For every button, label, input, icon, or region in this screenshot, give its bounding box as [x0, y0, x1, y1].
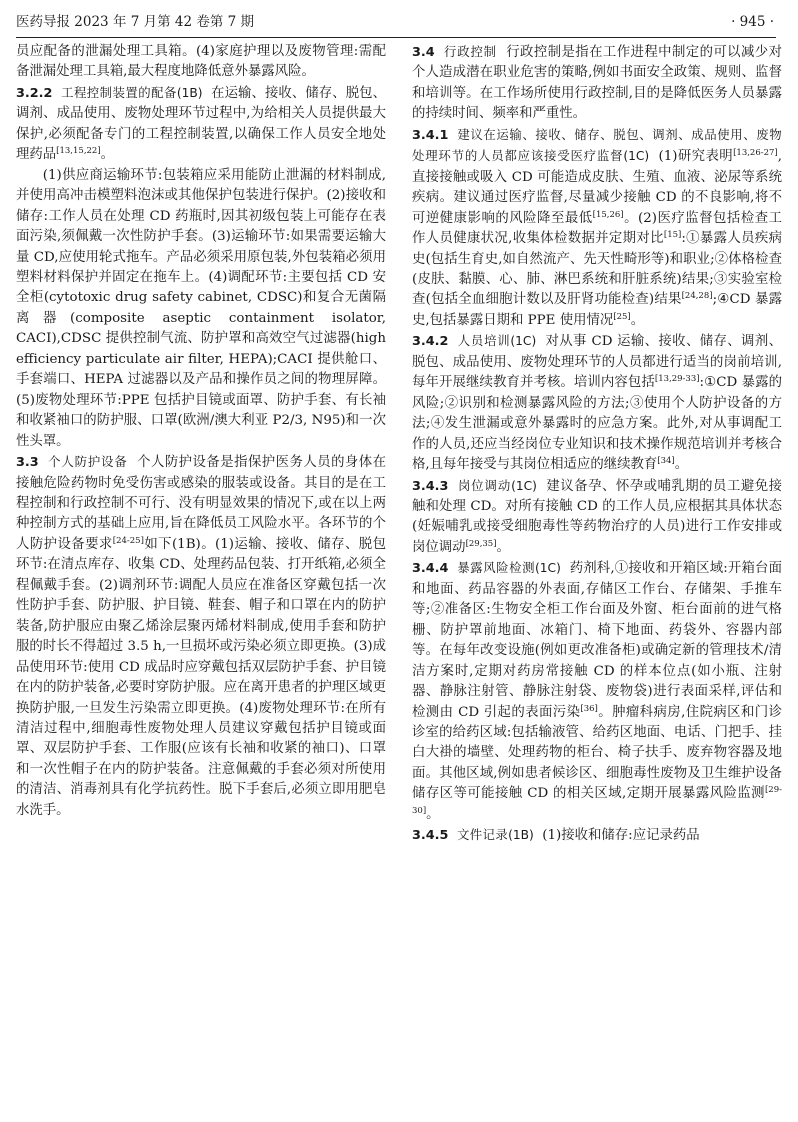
section-text-tail: 。: [674, 457, 689, 473]
section-3-2-2: [16, 83, 386, 166]
section-number: 3.4.1: [412, 127, 449, 143]
citation: [24-25]: [112, 535, 144, 546]
page-number: · 945 ·: [731, 14, 774, 30]
citation: [15]: [663, 230, 682, 241]
paragraph: (1)供应商运输环节:包装箱应采用能防止泄漏的材料制成,并使用高冲击模塑料泡沫或其他保护包装进行保护。(2)接收和储存:工作人员在处理 CD 药瓶时,因其初级包装上可能存在表面污染,须佩戴一次性防护手套。(3)运输环节:如果需要运输大量 CD,应使用轮式拖车。产品必须采用原包装,外包装箱必须用塑料材料保护并固定在拖车上。(4)调配环节:主要包括 CD 安全柜(cytotoxic drug safety cabinet, CDSC)和复合无菌隔离器(composite aseptic containment isolator, CACI),CDSC 提供控制气流、防护罩和高效空气过滤器(high efficiency particulate air filter, HEPA);CACI 提供舱口、手套端口、HEPA 过滤器以及产品和操作员之间的物理屏障。(5)废物处理环节:PPE 包括护目镜或面罩、防护手套、有长袖和收紧袖口的防护服、口罩(欧洲/澳大利亚 P2/3, N95)和一次性头罩。: [16, 167, 386, 449]
section-title: 岗位调动: [457, 477, 512, 493]
section-number: 3.3: [16, 455, 39, 471]
citation: [13,29-33]: [654, 374, 700, 385]
section-text: ;④CD 暴露史,包括暴露日期和 PPE 使用情况: [412, 292, 782, 328]
section-text: 药剂科,①接收和开箱区域:开箱台面和地面、药品容器的外表面,存储区工作台、存储架、手推车等;②准备区:生物安全柜工作台面及外窗、柜台面前的进气格栅、防护罩前地面、冰箱门、椅下地面、药袋外、容器内部等。在每年改变设施(例如更改准备柜)或确定新的管理技术/清洁方案时,定期对药房常接触 CD 的样本位点(如小瓶、注射器、静脉注射管、静脉注射袋、废物袋)进行表面采样,评估和检测由 CD 引起的表面污染: [412, 561, 782, 720]
evidence-grade: (1C): [510, 334, 537, 349]
section-number: 3.4.4: [412, 561, 449, 577]
section-number: 3.4: [412, 45, 435, 60]
evidence-grade: (1C): [511, 478, 537, 493]
section-number: 3.4.3: [412, 478, 449, 494]
citation: [13,15,22]: [56, 146, 101, 157]
section-title: 暴露风险检测: [457, 560, 536, 576]
evidence-grade: (1C): [623, 149, 650, 164]
section-text: 在运输、接收、储存、脱包、调剂、成品使用、废物处理环节过程中,为给相关人员提供最大保护,必须配备专门的工程控制装置,以确保工作人员安全地处理药品: [16, 85, 387, 163]
section-text: 个人防护设备是指保护医务人员的身体在接触危险药物时免受伤害或感染的服装或设备。其目的是在工程控制和行政控制不可行、没有明显效果的情况下,或在以上两种控制方式的基础上应用,旨在降低员工风险水平。各环节的个人防护设备要求: [16, 455, 387, 552]
citation: [36]: [580, 703, 598, 714]
journal-title: 医药导报 2023 年 7 月第 42 卷第 7 期: [16, 14, 255, 30]
section-text: (1)研究表明: [658, 149, 734, 165]
left-column: [16, 42, 386, 821]
section-title: 个人防护设备: [48, 454, 128, 470]
section-text-tail: 。: [100, 147, 115, 163]
section-text: 行政控制是指在工作进程中制定的可以减少对个人造成潜在职业危害的策略,例如书面安全政策、规则、监督和培训等。在工作场所使用行政控制,目的是降低医务人员暴露的持续时间、频率和严重性。: [412, 45, 783, 122]
section-title: 行政控制: [444, 44, 497, 59]
citation: [15,26]: [592, 209, 624, 220]
section-title: 建议在运输、接收、储存、脱包、调剂、成品使用、废物处理环节的人员都应该接受医疗监督: [412, 126, 782, 164]
section-text-tail: 。: [426, 806, 440, 822]
citation: [24,28]: [681, 291, 713, 302]
section-3-4-4: [412, 558, 782, 825]
section-text: :①暴露人员疾病史(包括生育史,如自然流产、先天性畸形等)和职业;②体格检查(皮肤、黏膜、心、肺、淋巴系统和肝脏系统)结果;③实验室检查(包括全血细胞计数以及肝肾功能检查)结果: [412, 231, 782, 308]
section-text: 。(2)医疗监督包括检查工作人员健康状况,收集体检数据并定期对比: [412, 210, 783, 247]
section-text-tail: 如下(1B)。(1)运输、接收、储存、脱包环节:在清点库存、收集 CD、处理药品包装、打开纸箱,必须全程佩戴手套。(2)调剂环节:调配人员应在准备区穿戴包括一次性防护手套、防护服、护目镜、鞋套、帽子和口罩在内的防护装备,防护服应由聚乙烯涂层聚丙烯材料制成,使用手套和防护服的时长不得超过 3.5 h,一旦损坏或污染必须立即更换。(3)成品使用环节:使用 CD 成品时应穿戴包括双层防护手套、护目镜在内的防护装备,必要时穿防护服。应在离开患者的护理区域更换防护服,一旦发生污染需立即更换。(4)废物处理环节:在所有清洁过程中,细胞毒性废物处理人员建议穿戴包括护目镜或面罩、双层防护手套、工作服(应该有长袖和收紧的袖口)、口罩和一次性帽子在内的防护装备。注意佩戴的手套必须对所使用的清洁、消毒剂具有化学抗药性。脱下手套后,必须立即用肥皂水洗手。: [16, 536, 387, 818]
evidence-grade: (1C): [535, 561, 561, 576]
section-3-4-1: [412, 125, 782, 332]
citation: [25]: [613, 311, 631, 322]
section-number: 3.4.5: [412, 828, 449, 844]
citation: [13,26-27]: [733, 148, 778, 159]
section-text-tail: 。: [496, 539, 510, 555]
citation: [29,35]: [465, 538, 497, 549]
citation: [34]: [657, 456, 675, 467]
section-title: 工程控制装置的配备: [61, 84, 177, 100]
section-number: 3.2.2: [16, 85, 53, 101]
section-text: 对从事 CD 运输、接收、储存、调剂、脱包、成品使用、废物处理环节的人员都进行适当的岗前培训,每年开展继续教育并考核。培训内容包括: [412, 334, 782, 391]
right-column: [412, 42, 782, 847]
section-text: (1)接收和储存:应记录药品: [542, 828, 700, 844]
section-3-4: [412, 42, 782, 125]
section-text: 。肿瘤科病房,住院病区和门诊诊室的给药区域:包括输液管、给药区地面、电话、门把手、挂白大褂的墙壁、处理药物的柜台、椅子扶手、废弃物容器及地面。其他区域,例如患者候诊区、细胞毒性废物及卫生维护设备储存区等可能接触 CD 的相关区域,定期开展暴露风险监测: [412, 704, 782, 802]
section-title: 文件记录: [456, 827, 509, 843]
header-rule: [16, 37, 776, 38]
section-title: 人员培训: [457, 333, 511, 349]
section-3-4-5: [412, 825, 782, 846]
evidence-grade: (1B): [176, 85, 203, 100]
section-text: :①CD 暴露的风险;②识别和检测暴露风险的方法;③使用个人防护设备的方法;④发生泄漏或意外暴露时的应急方案。此外,对从事调配工作的人员,还应当经岗位专业知识和技术操作规范培训并考核合格,且每年接受与其岗位相适应的继续教育: [412, 375, 782, 473]
section-text: 建议备孕、怀孕或哺乳期的员工避免接触和处理 CD。对所有接触 CD 的工作人员,应根据其具体状态(妊娠哺乳或接受细胞毒性等药物治疗的人员)进行工作安排或岗位调动: [412, 478, 783, 555]
section-text: ,直接接触或吸入 CD 可能造成皮肤、生殖、血液、泌尿等系统疾病。建议通过医疗监督,尽量减少接触 CD 的不良影响,将不可逆健康影响的风险降至最低: [412, 149, 783, 226]
section-3-3: [16, 452, 386, 821]
evidence-grade: (1B): [508, 828, 534, 843]
citation: [29-30]: [412, 785, 782, 816]
running-header: [16, 12, 774, 32]
section-3-4-3: [412, 476, 782, 559]
section-text-tail: 。: [630, 312, 645, 328]
section-3-4-2: [412, 331, 782, 475]
section-number: 3.4.2: [412, 334, 449, 350]
paragraph: 员应配备的泄漏处理工具箱。(4)家庭护理以及废物管理:需配备泄漏处理工具箱,最大程度地降低意外暴露风险。: [16, 44, 386, 80]
